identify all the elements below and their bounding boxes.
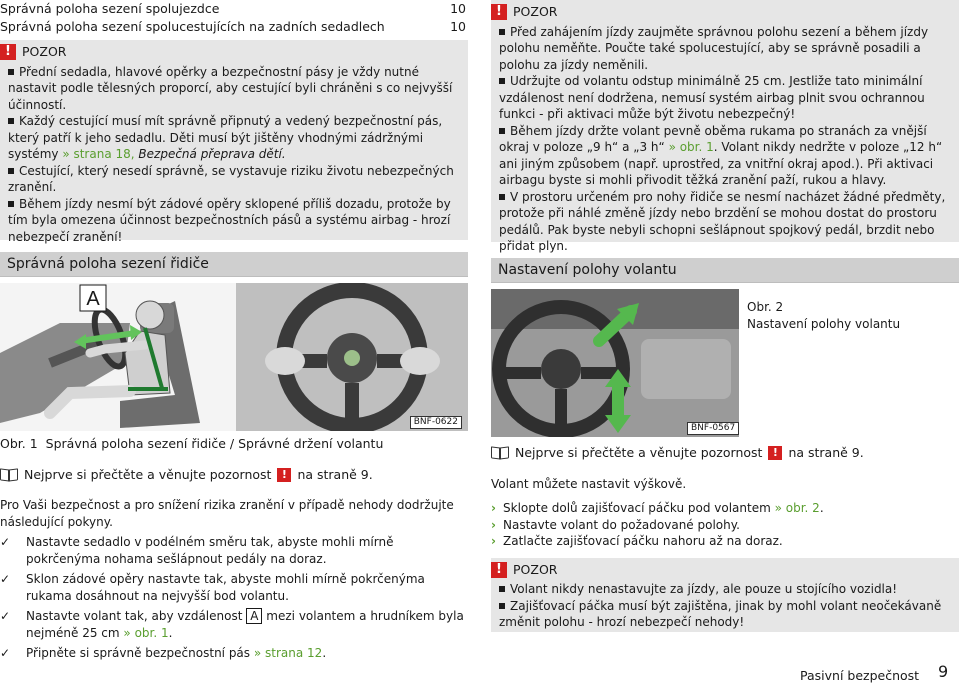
bullet-icon [499, 586, 505, 592]
step-item: › Zatlačte zajišťovací páčku nahoru až na doraz. [491, 534, 783, 548]
warning-box [491, 558, 959, 632]
figure-caption: Obr. 2 Nastavení polohy volantu [747, 300, 901, 331]
warning-item: Udržujte od volantu odstup minimálně 25 cm. Jestliže tato minimální vzdálenost není dodržena, nemusí systém airbag plnit svou ochrannou funkci - při aktivaci může být životu nebezpečný! [499, 74, 925, 121]
figure-caption: Obr. 1 Správná poloha sezení řidiče / Správné držení volantu [0, 436, 384, 451]
section-heading: Správná poloha sezení řidiče [0, 252, 468, 277]
section-heading: Nastavení polohy volantu [491, 258, 959, 283]
toc-label: Správná poloha sezení spolujezdce [0, 1, 220, 16]
warning-icon[interactable]: ! [768, 446, 782, 460]
arrow-icon: › [491, 501, 496, 515]
warning-item: Během jízdy držte volant pevně oběma rukama po stranách za vnější okraj v poloze „9 h“ a „3 h“ » obr. 1. Volant nikdy nedržte v poloze „12 h“ ani jiným způsobem (např. uprostřed, za vnitřní okraj apod.). Při aktivaci airbagu byste si mohli přivodit těžká zranění paží, rukou a hlavy. [499, 123, 943, 187]
warning-item: Přední sedadla, hlavové opěrky a bezpečnostní pásy je vždy nutné nastavit podle tělesných proporcí, aby cestující byli chráněni s co nejvyšší účinností. [8, 64, 453, 112]
bullet-icon [499, 603, 505, 609]
figure-label: A [86, 288, 100, 310]
step-item: › Nastavte volant do požadované polohy. [491, 517, 740, 532]
figure-driver-position [0, 283, 468, 431]
warning-item: Před zahájením jízdy zaujměte správnou polohu sezení a během jízdy polohu neměňte. Poučte také spolucestující, aby se správně posadili a polohu za jízdy neměnili. [499, 24, 929, 72]
check-item: ✓ Nastavte volant tak, aby vzdálenost A mezi volantem a hrudníkem byla nejméně 25 cm » obr. 1. [0, 609, 464, 640]
bullet-icon [499, 29, 505, 35]
bullet-icon [8, 168, 14, 174]
book-icon [0, 469, 18, 481]
driver-seat-illustration [0, 283, 468, 431]
bullet-icon [8, 201, 14, 207]
steering-adjust-illustration [491, 289, 739, 437]
check-icon: ✓ [0, 572, 11, 586]
intro-text: Volant můžete nastavit výškově. [491, 476, 687, 491]
read-first-note: Nejprve si přečtěte a věnujte pozornost ! na straně 9. [0, 467, 468, 484]
warning-item: Zajišťovací páčka musí být zajištěna, jinak by mohl volant neočekávaně změnit polohu - hrozí nebezpečí nehody! [499, 598, 942, 629]
bullet-icon [8, 69, 14, 75]
page-link[interactable]: » strana 12 [253, 646, 323, 660]
warning-box [491, 0, 959, 253]
link-title: Bezpečná přeprava dětí. [138, 147, 286, 161]
check-item: ✓ Nastavte sedadlo v podélném směru tak, abyste mohli mírně pokrčenýma nohama sešlápnout pedály na doraz. [0, 535, 394, 566]
warning-title: ! POZOR [491, 562, 951, 579]
warning-box [0, 40, 468, 244]
step-item: › Sklopte dolů zajišťovací páčku pod volantem » obr. 2. [491, 501, 824, 515]
check-icon: ✓ [0, 646, 11, 660]
warning-icon: ! [491, 562, 507, 578]
toc-page: 10 [450, 1, 466, 16]
check-icon: ✓ [0, 535, 11, 549]
figure-link[interactable]: » obr. 1 [123, 625, 169, 640]
arrow-icon: › [491, 534, 496, 548]
footer-page-number: 9 [938, 662, 949, 681]
warning-item: Během jízdy nesmí být zádové opěry sklopené příliš dozadu, protože by tím byla omezena účinnost bezpečnostních pásů a systému airbag - hrozí nebezpečí zranění! [8, 196, 451, 244]
book-icon [491, 447, 509, 459]
right-column [491, 0, 959, 632]
intro-text: Pro Vaši bezpečnost a pro snížení rizika zranění v případě nehody dodržujte následující pokyny. [0, 498, 454, 529]
toc-page: 10 [450, 19, 466, 34]
toc-label: Správná poloha sezení spolucestujících na zadních sedadlech [0, 19, 385, 34]
bullet-icon [499, 78, 505, 84]
figure-code: BNF-0567 [687, 422, 739, 435]
warning-icon[interactable]: ! [277, 468, 291, 482]
warning-item: V prostoru určeném pro nohy řidiče se nesmí nacházet žádné předměty, protože při náhlé změně jízdy nebo brzdění se mohou dostat do prostoru pedálů. Pak byste nebyli schopni sešlápnout spojkový pedál, brzdit nebo přidat plyn. [499, 189, 946, 253]
figure-steering-adjust [491, 289, 959, 437]
check-item: ✓ Sklon zádové opěry nastavte tak, abyste mohli mírně pokrčenýma rukama dosáhnout na nejvyšší bod volantu. [0, 572, 425, 603]
page-link[interactable]: » strana 18, [62, 147, 135, 161]
left-column [0, 0, 468, 666]
toc [0, 0, 468, 36]
bullet-icon [8, 118, 14, 124]
toc-row[interactable] [0, 18, 468, 36]
check-list [0, 534, 468, 662]
check-icon: ✓ [0, 609, 11, 623]
arrow-icon: › [491, 517, 496, 532]
label-box: A [246, 608, 262, 624]
warning-item: Volant nikdy nenastavujte za jízdy, ale pouze u stojícího vozidla! [499, 581, 951, 598]
warning-item: Každý cestující musí mít správně připnutý a vedený bezpečnostní pás, který patří k jeho sedadlu. Děti musí být jištěny vhodnými zádržnými systémy » strana 18, Bezpečná přeprava dětí. [8, 114, 443, 161]
figure-link[interactable]: » obr. 1 [668, 140, 714, 154]
figure-link[interactable]: » obr. 2 [774, 501, 820, 515]
read-first-note: Nejprve si přečtěte a věnujte pozornost ! na straně 9. [491, 445, 959, 462]
warning-item: Cestující, který nesedí správně, se vystavuje riziku životu nebezpečných zranění. [8, 163, 454, 194]
warning-title: ! POZOR [491, 4, 951, 21]
bullet-icon [499, 194, 505, 200]
check-item: ✓ Připněte si správně bezpečnostní pás » strana 12. [0, 646, 327, 660]
warning-icon: ! [491, 4, 507, 20]
bullet-icon [499, 128, 505, 134]
figure-code: BNF-0622 [410, 416, 462, 429]
toc-row[interactable] [0, 0, 468, 18]
warning-title: ! POZOR [0, 44, 460, 61]
warning-icon: ! [0, 44, 16, 60]
footer-chapter-title: Pasivní bezpečnost [800, 668, 920, 683]
step-list [491, 500, 959, 550]
